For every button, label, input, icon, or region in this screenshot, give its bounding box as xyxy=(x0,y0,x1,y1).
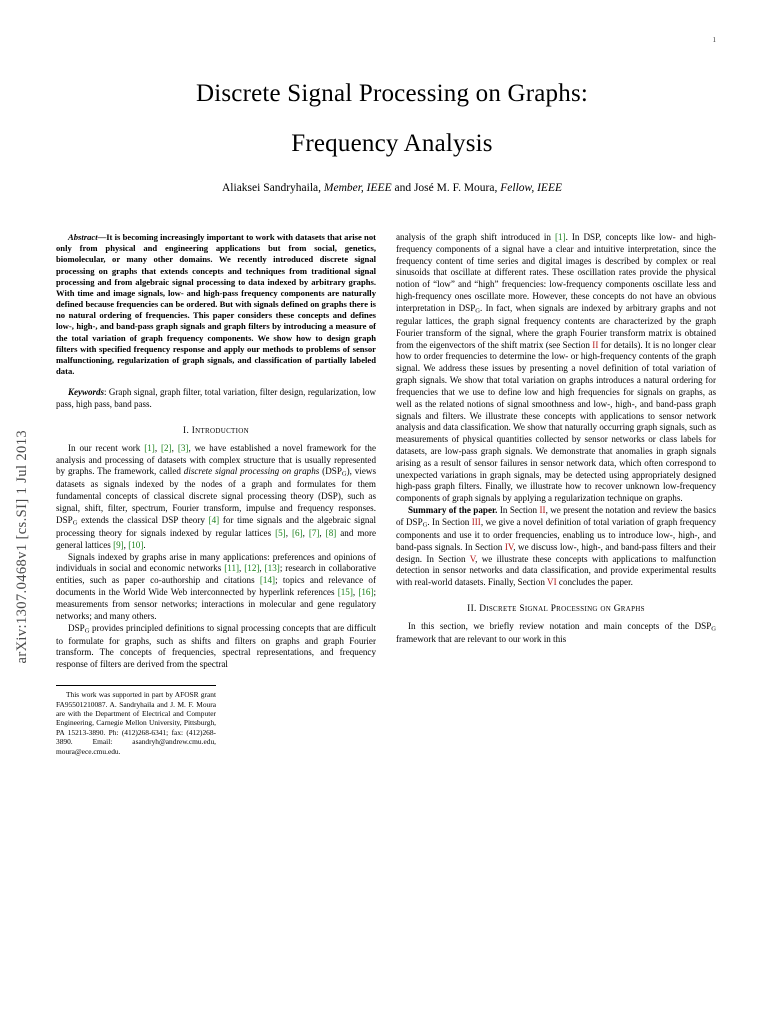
text-fragment: . In DSP, concepts like low- and high-frequency components of a signal have a clear and intuitive interpretation, since the frequency content of time series and digital images is described by complex or real sinusoids that oscillate at different rates. These oscillation rates provide the physical notion of “low” and “high” frequencies: low-frequency components oscillate less and high-frequency ones oscillate more. However, these concepts do not have an obvious interpretation in DSP xyxy=(396,232,716,313)
citation-ref[interactable]: [9] xyxy=(113,539,124,550)
text-fragment: In this section, we briefly review notation and main concepts of the DSP xyxy=(408,621,712,632)
footnote xyxy=(56,685,216,756)
section-ref[interactable]: II xyxy=(539,505,546,515)
two-column-body xyxy=(56,232,728,756)
text-fragment: . xyxy=(143,539,146,550)
section-ref[interactable]: II xyxy=(592,339,599,350)
paragraph-intro-1 xyxy=(56,443,376,552)
text-fragment: , xyxy=(259,563,265,574)
paragraph-summary xyxy=(396,505,716,589)
section-ref[interactable]: V xyxy=(469,553,476,564)
text-fragment: , we give a novel definition of total variation of graph frequency components and use it to order frequencies, enabling us to introduce low-, high-, and band-pass signals. In Section xyxy=(396,516,716,552)
paragraph-right-1 xyxy=(396,232,716,505)
section-title: Discrete Signal Processing on Graphs xyxy=(479,604,645,614)
citation-ref[interactable]: [14] xyxy=(259,575,276,586)
text-fragment: , xyxy=(171,442,178,453)
text-fragment: for time signals and the algebraic signal processing theory for signals indexed by regular lattices xyxy=(56,514,376,538)
author-1-role: Member, IEEE xyxy=(323,182,392,194)
author-joiner: and xyxy=(394,182,412,194)
abstract-dash: — xyxy=(97,232,107,242)
text-fragment: , xyxy=(154,442,162,453)
keywords-label: Keywords xyxy=(68,387,104,398)
text-fragment: , xyxy=(285,528,292,538)
section-number: I. xyxy=(183,425,190,436)
text-fragment: , xyxy=(302,528,309,538)
citation-ref[interactable]: [11] xyxy=(224,563,240,574)
text-fragment: extends the classical DSP theory xyxy=(77,514,209,525)
title-line-2: Frequency Analysis xyxy=(291,130,493,157)
citation-ref[interactable]: [8] xyxy=(325,528,337,538)
text-fragment: ; measurements from sensor networks; interactions in molecular and gene regulatory networks; and many others. xyxy=(56,587,377,621)
text-fragment: (DSP xyxy=(319,466,342,477)
text-fragment: for details). It is no longer clear how to order frequencies to determine the low- or high-frequency contents of the graph signal. We address these issues by presenting a novel definition of total variation of graph signals. We show that total variation on graphs introduces a natural ordering for frequencies that we use to define low and high frequencies for signals on graphs, as well as the related notions of signal smoothness and low-, high-, and band-pass graph signals and filters. We illustrate these concepts with applications to sensor network analysis and data classification. We show that naturally occurring graph signals, such as measurements of physical quantities collected by sensor networks or class labels for datasets, are low-pass graph signals. We demonstrate that anomalies in graph signals arising as a result of sensor failures in sensor network data, which often correspond to unexpected variations in graph signals, may be detected using appropriately designed high-pass graph filters. Finally, we illustrate how to recover unknown low-frequency components of graph signals by applying a regularization technique on graphs. xyxy=(396,339,716,504)
paragraph-intro-3 xyxy=(56,623,376,672)
page-title xyxy=(56,78,728,160)
author-2-name: José M. F. Moura, xyxy=(413,182,498,194)
citation-ref[interactable]: [2] xyxy=(161,442,172,453)
citation-ref[interactable]: [15] xyxy=(337,587,353,598)
citation-ref[interactable]: [6] xyxy=(291,528,303,538)
citation-ref[interactable]: [13] xyxy=(264,563,280,574)
subscript: G xyxy=(72,519,78,527)
text-fragment: provides principled definitions to signal processing concepts that are difficult to formulate for graphs, such as shifts and filters on graphs and graph Fourier transform. The concepts of frequencies, spectral representations, and frequency response of filters are derived from the spectral xyxy=(56,622,376,670)
text-fragment: , xyxy=(123,539,129,550)
text-fragment: , xyxy=(239,563,245,574)
citation-ref[interactable]: [3] xyxy=(177,442,189,453)
subscript: G xyxy=(422,521,428,529)
paragraph-lead-label: Summary of the paper. xyxy=(408,505,498,515)
subscript: G xyxy=(84,627,90,635)
citation-ref[interactable]: [12] xyxy=(244,563,260,574)
citation-ref[interactable]: [5] xyxy=(275,528,286,538)
text-fragment: ), views datasets as signals indexed by the nodes of a graph and formulates for them fundamental concepts of classical discrete signal processing theory (DSP), such as signal, shift, filter, spectrum, Fourier transform, impulse and frequency responses. DSP xyxy=(56,466,377,525)
text-fragment: and more general lattices xyxy=(56,528,377,550)
author-2-role: Fellow, IEEE xyxy=(500,182,562,194)
abstract xyxy=(56,232,376,377)
title-line-1: Discrete Signal Processing on Graphs: xyxy=(195,80,589,107)
section-ref[interactable]: IV xyxy=(504,541,514,552)
section-ref[interactable]: VI xyxy=(547,577,557,588)
abstract-label: Abstract xyxy=(68,232,98,242)
text-fragment: DSP xyxy=(68,622,85,633)
text-fragment: In Section xyxy=(497,505,540,515)
keywords xyxy=(56,387,376,410)
text-fragment: , we have established a novel framework for the analysis and processing of datasets with complex structure that is usually represented by graphs. The framework, called xyxy=(56,442,376,477)
text-fragment: , we present the notation and review the basics of DSP xyxy=(396,505,716,527)
text-fragment: framework that are relevant to our work in this xyxy=(396,634,567,645)
citation-ref[interactable]: [10] xyxy=(128,539,144,550)
text-fragment: Signals indexed by graphs arise in many applications: preferences and opinions of individuals in social and economic networks xyxy=(56,551,376,574)
section-number: II. xyxy=(467,604,477,614)
subscript: G xyxy=(711,625,716,633)
text-fragment: , we discuss low-, high-, and band-pass filters and their design. In Section xyxy=(396,541,716,564)
section-heading-introduction xyxy=(56,425,376,437)
text-fragment: ; topics and relevance of documents in the World Wide Web interconnected by hyperlink references xyxy=(56,575,376,598)
text-fragment: ; research in collaborative entities, such as paper co-authorship and citations xyxy=(56,563,377,586)
paper-content xyxy=(56,60,728,756)
paragraph-intro-2 xyxy=(56,552,376,623)
arxiv-stamp: arXiv:1307.0468v1 [cs.SI] 1 Jul 2013 xyxy=(14,430,30,664)
author-list xyxy=(56,182,728,194)
page-number: 1 xyxy=(712,36,716,44)
subscript: G xyxy=(475,307,481,315)
text-fragment: . In fact, when signals are indexed by arbitrary graphs and not regular lattices, the graph signal frequency contents are characterized by the graph Fourier transform of the signal, where the graph Fourier transform matrix is obtained from the eigenvectors of the shift matrix (see Section xyxy=(396,302,716,350)
paragraph-right-3 xyxy=(396,621,716,646)
footnote-text: This work was supported in part by AFOSR grant FA95501210087. A. Sandryhaila and J. M. F. Moura are with the Department of Electrical and Computer Engineering, Carnegie Mellon University, Pittsburgh, PA 15213-3890. Ph: (412)268-6341; fax: (412)268-3890. Email: asandryh@andrew.cmu.edu, moura@ece.cmu.edu. xyxy=(56,690,216,756)
text-fragment: In our recent work xyxy=(68,442,145,453)
citation-ref[interactable]: [7] xyxy=(308,528,320,538)
citation-ref[interactable]: [1] xyxy=(144,442,155,453)
section-ref[interactable]: III xyxy=(471,516,481,527)
subscript: G xyxy=(341,470,347,478)
citation-ref[interactable]: [4] xyxy=(208,514,220,525)
citation-ref[interactable]: [16] xyxy=(358,587,374,598)
text-fragment: , xyxy=(319,528,326,538)
text-fragment: concludes the paper. xyxy=(556,577,633,588)
emphasis-text: discrete signal processing on graphs xyxy=(183,466,320,477)
right-column xyxy=(396,232,716,756)
keywords-text: : Graph signal, graph filter, total variation, filter design, regularization, low pass, high pass, band pass. xyxy=(56,387,376,409)
citation-ref[interactable]: [1] xyxy=(554,232,566,242)
left-column xyxy=(56,232,376,756)
author-1-name: Aliaksei Sandryhaila, xyxy=(222,182,322,194)
text-fragment: . In Section xyxy=(427,516,472,527)
text-fragment: , we illustrate these concepts with applications to malfunction detection in sensor networks and data classification, and provide experimental results with real-world datasets. Finally, Section xyxy=(396,553,716,588)
section-title: Introduction xyxy=(191,425,249,436)
text-fragment: , xyxy=(352,587,359,598)
text-fragment: analysis of the graph shift introduced in xyxy=(396,232,555,242)
abstract-text: It is becoming increasingly important to work with datasets that arise not only from physical and engineering applications but from social, genetics, biomolecular, or many other domains. We recently introduced discrete signal processing on graphs that extends concepts and techniques from traditional signal processing and from algebraic signal processing to data indexed by arbitrary graphs. With time and image signals, low- and high-pass frequency components are naturally defined because frequencies can be ordered. But with signals defined on graphs there is no natural ordering of frequencies. This paper considers these concepts and defines low-, high-, and band-pass graph signals and graph filters by introducing a measure of the total variation of graph frequency components. We show how to design graph filters with specified frequency response and apply our methods to problems of sensor malfunctioning, regularization of graph signals, and classification of partially labeled data. xyxy=(56,232,376,377)
section-heading-dsp-on-graphs xyxy=(396,603,716,615)
